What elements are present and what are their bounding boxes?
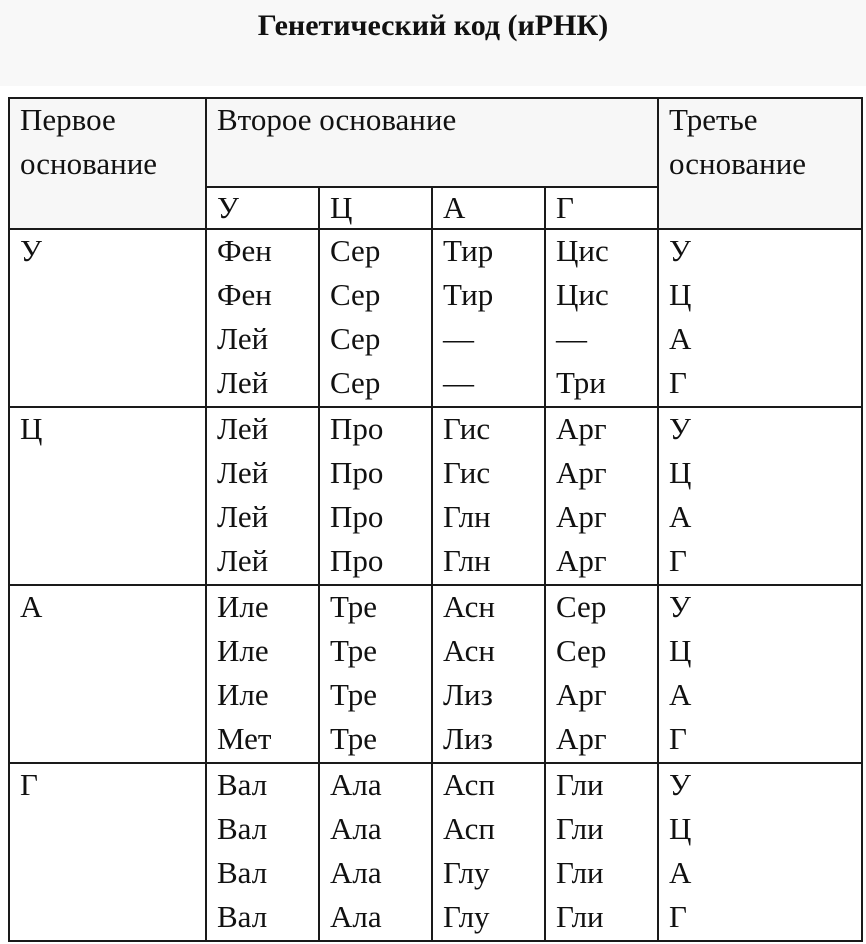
amino-acid: Тре — [330, 677, 378, 712]
amino-acid: Тре — [330, 721, 378, 756]
amino-acid: Фен — [217, 233, 272, 268]
amino-acid: Ала — [330, 899, 382, 934]
amino-acid: Сер — [556, 589, 607, 624]
codon-column-cell — [319, 407, 432, 585]
amino-acid: Гис — [443, 411, 491, 446]
amino-acid: Гли — [556, 811, 604, 846]
amino-acid: Про — [330, 455, 384, 490]
amino-acid: Фен — [217, 277, 272, 312]
amino-acid: Лей — [217, 543, 269, 578]
codon-column-cell — [206, 229, 319, 407]
header-first-base — [9, 98, 206, 187]
codon-group-row — [9, 407, 862, 585]
codon-group-row — [9, 585, 862, 763]
third-base-cell — [658, 763, 862, 941]
amino-acid: Цис — [556, 277, 609, 312]
header-second-label: Второе основание — [217, 102, 457, 137]
header-first-line-2: основание — [20, 146, 158, 181]
amino-acid: Сер — [330, 233, 381, 268]
codon-column-cell — [432, 763, 545, 941]
amino-acid: Иле — [217, 677, 269, 712]
amino-acid: Про — [330, 499, 384, 534]
amino-acid: Арг — [556, 499, 607, 534]
table-body — [9, 98, 862, 941]
amino-acid: Ала — [330, 811, 382, 846]
third-base-label: Ц — [669, 455, 692, 490]
amino-acid: Вал — [217, 899, 268, 934]
codon-column-cell — [545, 407, 658, 585]
amino-acid: Асп — [443, 811, 495, 846]
header-third-base — [658, 98, 862, 187]
third-base-label: Ц — [669, 277, 692, 312]
first-base-cell — [9, 585, 206, 763]
third-base-label: Ц — [669, 633, 692, 668]
third-base-label: А — [669, 321, 692, 356]
amino-acid: Сер — [556, 633, 607, 668]
empty-cell — [658, 187, 862, 229]
amino-acid: Глн — [443, 499, 491, 534]
codon-column-cell — [432, 407, 545, 585]
third-base-label: Г — [669, 721, 687, 756]
codon-column-cell — [206, 407, 319, 585]
amino-acid: Ала — [330, 767, 382, 802]
second-base-a: А — [432, 187, 545, 229]
third-base-label: У — [669, 767, 691, 802]
amino-acid: Гли — [556, 855, 604, 890]
amino-acid: Три — [556, 365, 606, 400]
codon-column-cell — [319, 763, 432, 941]
amino-acid: Лей — [217, 499, 269, 534]
codon-column-cell — [319, 585, 432, 763]
amino-acid: Арг — [556, 721, 607, 756]
header-third-line-1: Третье — [669, 102, 758, 137]
amino-acid: Иле — [217, 589, 269, 624]
amino-acid: Сер — [330, 277, 381, 312]
empty-cell — [9, 187, 206, 229]
amino-acid: Лиз — [443, 721, 493, 756]
amino-acid: Глу — [443, 855, 490, 890]
first-base-label: А — [20, 589, 43, 624]
amino-acid: Мет — [217, 721, 272, 756]
first-base-label: Ц — [20, 411, 43, 446]
amino-acid: Глн — [443, 543, 491, 578]
codon-group-row — [9, 763, 862, 941]
header-third-line-2: основание — [669, 146, 807, 181]
amino-acid: Лей — [217, 321, 269, 356]
amino-acid: Тре — [330, 589, 378, 624]
amino-acid: Вал — [217, 855, 268, 890]
amino-acid: Асн — [443, 633, 495, 668]
third-base-label: У — [669, 233, 691, 268]
third-base-cell — [658, 585, 862, 763]
codon-column-cell — [545, 229, 658, 407]
amino-acid: Сер — [330, 321, 381, 356]
second-base-c: Ц — [319, 187, 432, 229]
amino-acid: Гли — [556, 899, 604, 934]
codon-column-cell — [319, 229, 432, 407]
second-base-u: У — [206, 187, 319, 229]
amino-acid: Ала — [330, 855, 382, 890]
third-base-label: У — [669, 589, 691, 624]
second-base-g: Г — [545, 187, 658, 229]
first-base-label: У — [20, 233, 42, 268]
amino-acid: — — [443, 365, 474, 400]
amino-acid: Арг — [556, 677, 607, 712]
codon-column-cell — [432, 585, 545, 763]
amino-acid: Асн — [443, 589, 495, 624]
amino-acid: Гис — [443, 455, 491, 490]
page-title: Генетический код (иРНК) — [257, 9, 609, 42]
amino-acid: Цис — [556, 233, 609, 268]
third-base-cell — [658, 407, 862, 585]
amino-acid: Про — [330, 411, 384, 446]
amino-acid: Вал — [217, 767, 268, 802]
amino-acid: — — [443, 321, 474, 356]
first-base-label: Г — [20, 767, 38, 802]
first-base-cell — [9, 229, 206, 407]
third-base-label: А — [669, 855, 692, 890]
first-base-cell — [9, 407, 206, 585]
third-base-label: Г — [669, 365, 687, 400]
codon-column-cell — [545, 585, 658, 763]
amino-acid: Лей — [217, 411, 269, 446]
amino-acid: Вал — [217, 811, 268, 846]
codon-column-cell — [206, 763, 319, 941]
amino-acid: Про — [330, 543, 384, 578]
amino-acid: Лей — [217, 455, 269, 490]
header-second-base — [206, 98, 658, 187]
header-row — [9, 98, 862, 187]
third-base-label: А — [669, 499, 692, 534]
amino-acid: Тир — [443, 233, 494, 268]
third-base-label: Г — [669, 543, 687, 578]
amino-acid: Арг — [556, 455, 607, 490]
amino-acid: Сер — [330, 365, 381, 400]
codon-column-cell — [545, 763, 658, 941]
codon-column-cell — [206, 585, 319, 763]
third-base-cell — [658, 229, 862, 407]
amino-acid: Лей — [217, 365, 269, 400]
header-first-line-1: Первое — [20, 102, 116, 137]
amino-acid: Лиз — [443, 677, 493, 712]
third-base-label: У — [669, 411, 691, 446]
third-base-label: Ц — [669, 811, 692, 846]
amino-acid: Тир — [443, 277, 494, 312]
amino-acid: Тре — [330, 633, 378, 668]
third-base-label: Г — [669, 899, 687, 934]
genetic-code-table — [8, 97, 863, 942]
codon-column-cell — [432, 229, 545, 407]
amino-acid: Иле — [217, 633, 269, 668]
amino-acid: Асп — [443, 767, 495, 802]
amino-acid: Арг — [556, 543, 607, 578]
amino-acid: Глу — [443, 899, 490, 934]
amino-acid: Гли — [556, 767, 604, 802]
codon-group-row — [9, 229, 862, 407]
second-base-row — [9, 187, 862, 229]
third-base-label: А — [669, 677, 692, 712]
first-base-cell — [9, 763, 206, 941]
amino-acid: Арг — [556, 411, 607, 446]
amino-acid: — — [556, 321, 587, 356]
